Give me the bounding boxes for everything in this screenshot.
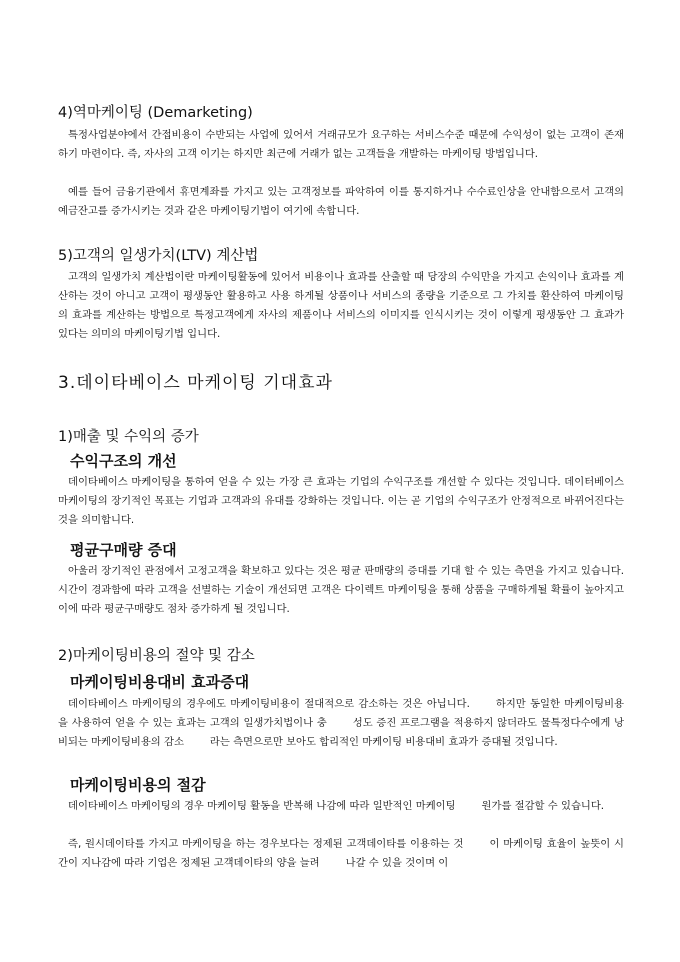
section-heading-sales-increase: 1)매출 및 수익의 증가 (58, 429, 199, 445)
subheading-cost-reduction: 마케이팅비용의 절감 (70, 776, 206, 794)
text-run: 성도 증진 프로그램을 적용하지 않더라도 물특정다수에게 낭비되는 마케이팅비용의 감소 (58, 717, 624, 748)
paragraph-cost-reduction-1 (58, 797, 624, 816)
paragraph-demarketing-1: 특정사업분야에서 간접비용이 수반되는 사업에 있어서 거래규모가 요구하는 서비스수준 때문에 수익성이 없는 고객이 존재하기 마련이다. 즉, 자사의 고객 이기는 하지만 최근에 거래가 없는 고객들을 개발하는 마케이팅 방법입니다. (58, 129, 624, 160)
paragraph-cost-effectiveness (58, 695, 624, 752)
text-run: 데이타베이스 마케이팅의 경우에도 마케이팅비용이 절대적으로 감소하는 것은 아닙니다. (68, 698, 470, 710)
subheading-cost-effectiveness: 마케이팅비용대비 효과증대 (70, 673, 250, 691)
paragraph-demarketing-2: 예를 들어 금융기관에서 휴면계좌를 가지고 있는 고객정보를 파악하여 이를 통지하거나 수수료인상을 안내함으로서 고객의 예금잔고를 증가시키는 것과 같은 마케이팅기법이 여기에 속합니다. (58, 186, 624, 217)
section-heading-demarketing: 4)역마케이팅 (Demarketing) (58, 105, 253, 121)
text-run: 나갈 수 있을 것이며 이 (345, 857, 449, 869)
text-run: 데이타베이스 마케이팅의 경우 마케이팅 활동을 반복해 나감에 따라 일반적인 마케이팅 (68, 800, 456, 812)
paragraph-revenue-structure: 데이타베이스 마케이팅을 통하여 얻을 수 있는 가장 큰 효과는 기업의 수익구조를 개선할 수 있다는 것입니다. 데이터베이스 마케이팅의 장기적인 목표는 기업과 고객과의 유대를 강화하는 것입니다. 이는 곧 기업의 수익구조가 안정적으로 바뀌어진다는 것을 의미합니다. (58, 476, 624, 526)
paragraph-average-purchase: 아울러 장기적인 관점에서 고정고객을 확보하고 있다는 것은 평균 판매량의 증대를 기대 할 수 있는 측면을 가지고 있습니다. 시간이 경과함에 따라 고객을 선별하는 기술이 개선되면 고객은 다이렉트 마케이팅을 통해 상품을 구매하게될 확률이 높아지고 이에 따라 평균구매량도 점차 증가하게 될 것입니다. (58, 565, 624, 615)
paragraph-ltv: 고객의 일생가치 계산법이란 마케이팅활동에 있어서 비용이나 효과를 산출할 때 당장의 수익만을 가지고 손익이나 효과를 계산하는 것이 아니고 고객이 평생동안 활용하고 사용 하게될 상품이나 서비스의 종량을 기준으로 그 가치를 환산하여 마케이팅의 효과를 계산하는 방법으로 특정고객에게 자사의 제품이나 서비스의 이미지를 인식시키는 것이 이렇게 평생동안 그 효과가 있다는 의미의 마케이팅기법 입니다. (58, 271, 624, 340)
text-run: 즉, 원시데이타를 가지고 마케이팅을 하는 경우보다는 정제된 고객데이타를 이용하는 것 (68, 838, 464, 850)
text-run: 원가를 절감할 수 있습니다. (481, 800, 605, 812)
text-run: 하지만 동일한 마케이팅비용을 사용하여 얻을 수 있는 효과는 고객의 일생가치법이나 충 (58, 698, 624, 729)
chapter-heading-expected-effects: 3.데이타베이스 마케이팅 기대효과 (58, 373, 333, 393)
text-run: 라는 측면으로만 보아도 합리적인 마케이팅 비용대비 효과가 증대될 것입니다. (209, 736, 558, 748)
section-heading-ltv: 5)고객의 일생가치(LTV) 계산법 (58, 248, 259, 264)
paragraph-cost-reduction-2 (58, 835, 624, 873)
subheading-average-purchase: 평균구매량 증대 (70, 541, 177, 559)
subheading-revenue-structure: 수익구조의 개선 (70, 452, 177, 470)
section-heading-cost-saving: 2)마케이팅비용의 절약 및 감소 (58, 648, 255, 664)
text-run: 이 마케이팅 효율이 높뜻이 시간이 지나감에 따라 기업은 정제된 고객데이타의 양을 늘려 (58, 838, 624, 869)
